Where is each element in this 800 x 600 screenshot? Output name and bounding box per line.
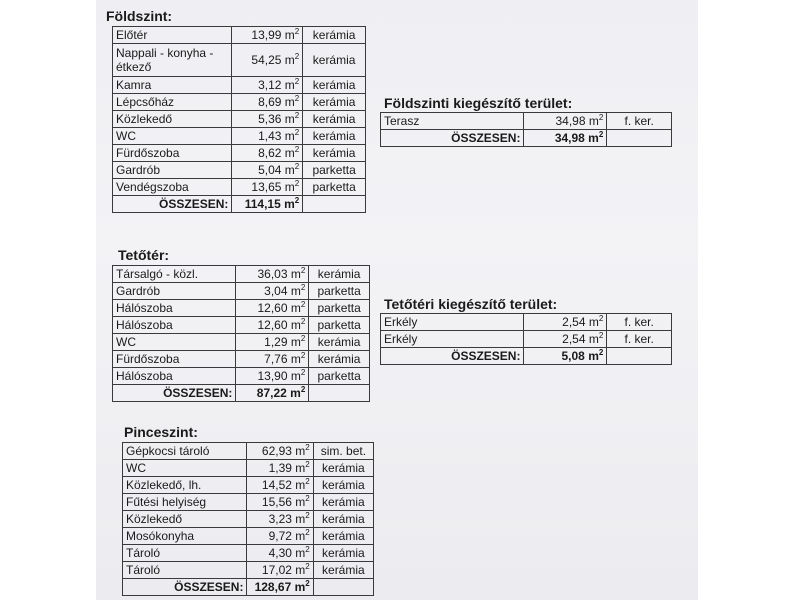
room-material: parketta	[303, 162, 366, 179]
room-area	[247, 460, 313, 477]
room-name: Hálószoba	[113, 300, 236, 317]
room-material: f. ker.	[607, 331, 672, 348]
room-material: kerámia	[313, 545, 373, 562]
unit-superscript: 2	[294, 128, 300, 137]
foldszint-extra-title: Földszinti kiegészítő terület:	[384, 95, 573, 111]
area-value: 2,54 m	[562, 332, 599, 346]
unit-superscript: 2	[305, 545, 310, 554]
room-material: sim. bet.	[313, 443, 373, 460]
unit-superscript: 2	[305, 443, 310, 452]
unit-superscript: 2	[300, 266, 306, 275]
total-empty	[303, 196, 366, 213]
unit-superscript: 2	[294, 179, 300, 188]
total-area-value: 87,22 m	[256, 386, 301, 400]
area-value: 54,25 m	[251, 53, 295, 67]
total-area-value: 34,98 m	[554, 131, 599, 145]
room-material: kerámia	[303, 111, 366, 128]
unit-superscript: 2	[305, 494, 310, 503]
room-name: Gépkocsi tároló	[123, 443, 247, 460]
room-area	[247, 511, 313, 528]
room-name: Gardrób	[113, 162, 232, 179]
room-name: WC	[113, 334, 236, 351]
unit-superscript: 2	[598, 130, 604, 139]
unit-superscript: 2	[294, 77, 300, 86]
room-name: Tároló	[123, 545, 247, 562]
room-area	[236, 351, 309, 368]
room-name: Előtér	[113, 27, 232, 44]
table-row	[113, 317, 370, 334]
area-value: 14,52 m	[261, 478, 306, 492]
area-value: 4,30 m	[268, 546, 306, 560]
room-material: f. ker.	[607, 113, 672, 130]
unit-superscript: 2	[300, 334, 306, 343]
total-row	[113, 196, 366, 213]
unit-superscript: 2	[305, 562, 310, 571]
table-row	[113, 368, 370, 385]
unit-superscript: 2	[598, 113, 604, 122]
room-material: kerámia	[309, 266, 370, 283]
total-label: ÖSSZESEN:	[113, 385, 236, 402]
room-area	[247, 528, 313, 545]
table-row	[113, 351, 370, 368]
total-label: ÖSSZESEN:	[381, 348, 524, 365]
table-row	[113, 94, 366, 111]
area-value: 5,36 m	[258, 112, 295, 126]
table-row	[113, 300, 370, 317]
table-row	[113, 44, 366, 77]
room-area	[236, 334, 309, 351]
area-value: 15,56 m	[261, 495, 306, 509]
area-value: 34,98 m	[555, 114, 599, 128]
room-material: parketta	[303, 179, 366, 196]
table-row	[113, 283, 370, 300]
room-material: kerámia	[303, 44, 366, 77]
room-material: kerámia	[313, 511, 373, 528]
area-value: 3,23 m	[268, 512, 306, 526]
pince-table	[122, 442, 374, 596]
table-row	[113, 27, 366, 44]
room-area	[236, 317, 309, 334]
unit-superscript: 2	[300, 300, 306, 309]
room-name: Nappali - konyha - étkező	[113, 44, 232, 77]
room-material: kerámia	[313, 528, 373, 545]
table-row	[123, 460, 374, 477]
total-label: ÖSSZESEN:	[123, 579, 247, 596]
unit-superscript: 2	[294, 162, 300, 171]
total-label: ÖSSZESEN:	[381, 130, 524, 147]
room-area	[232, 27, 303, 44]
table-row	[381, 314, 672, 331]
unit-superscript: 2	[598, 331, 604, 340]
room-material: kerámia	[303, 77, 366, 94]
table-row	[123, 562, 374, 579]
area-value: 5,04 m	[258, 163, 295, 177]
unit-superscript: 2	[598, 314, 604, 323]
room-material: kerámia	[303, 145, 366, 162]
room-name: Hálószoba	[113, 317, 236, 334]
unit-superscript: 2	[294, 145, 300, 154]
total-area	[232, 196, 303, 213]
room-name: Közlekedő	[123, 511, 247, 528]
table-row	[113, 111, 366, 128]
total-row	[381, 348, 672, 365]
room-area	[247, 562, 313, 579]
room-material: kerámia	[303, 27, 366, 44]
table-row	[113, 145, 366, 162]
unit-superscript: 2	[305, 528, 310, 537]
room-area	[236, 300, 309, 317]
room-name: Közlekedő	[113, 111, 232, 128]
room-name: Fűtési helyiség	[123, 494, 247, 511]
room-material: parketta	[309, 300, 370, 317]
unit-superscript: 2	[300, 317, 306, 326]
room-material: kerámia	[313, 477, 373, 494]
table-row	[113, 179, 366, 196]
area-value: 62,93 m	[261, 444, 306, 458]
total-empty	[309, 385, 370, 402]
area-value: 7,76 m	[264, 352, 301, 366]
table-row	[123, 545, 374, 562]
table-row	[113, 77, 366, 94]
area-value: 1,39 m	[268, 461, 306, 475]
area-value: 1,29 m	[264, 335, 301, 349]
room-area	[232, 128, 303, 145]
room-area	[232, 77, 303, 94]
unit-superscript: 2	[305, 460, 310, 469]
area-value: 36,03 m	[257, 267, 301, 281]
room-area	[232, 145, 303, 162]
room-name: Vendégszoba	[113, 179, 232, 196]
unit-superscript: 2	[305, 511, 310, 520]
table-row	[123, 477, 374, 494]
room-area	[247, 494, 313, 511]
area-value: 2,54 m	[562, 315, 599, 329]
room-area	[232, 111, 303, 128]
room-area	[247, 545, 313, 562]
room-name: Közlekedő, lh.	[123, 477, 247, 494]
total-empty	[313, 579, 373, 596]
foldszint-table	[112, 26, 366, 213]
area-value: 17,02 m	[261, 563, 306, 577]
total-row	[113, 385, 370, 402]
unit-superscript: 2	[294, 52, 300, 61]
room-material: parketta	[309, 283, 370, 300]
room-material: kerámia	[303, 94, 366, 111]
room-name: Fürdőszoba	[113, 145, 232, 162]
total-area	[236, 385, 309, 402]
room-material: kerámia	[309, 351, 370, 368]
area-value: 13,99 m	[251, 28, 295, 42]
unit-superscript: 2	[300, 385, 306, 394]
room-name: WC	[113, 128, 232, 145]
room-area	[236, 283, 309, 300]
table-row	[113, 266, 370, 283]
area-value: 12,60 m	[257, 301, 301, 315]
foldszint-title: Földszint:	[106, 8, 173, 24]
area-value: 13,90 m	[257, 369, 301, 383]
total-area-value: 128,67 m	[254, 580, 306, 594]
teto-title: Tetőtér:	[118, 247, 170, 263]
total-row	[123, 579, 374, 596]
total-area	[524, 130, 607, 147]
table-row	[123, 494, 374, 511]
area-value: 9,72 m	[268, 529, 306, 543]
table-row	[113, 128, 366, 145]
unit-superscript: 2	[294, 94, 300, 103]
area-value: 12,60 m	[257, 318, 301, 332]
room-area	[232, 162, 303, 179]
pince-title: Pinceszint:	[124, 424, 198, 440]
room-name: Gardrób	[113, 283, 236, 300]
area-value: 13,65 m	[251, 180, 295, 194]
room-area	[247, 443, 313, 460]
room-area	[236, 368, 309, 385]
room-area	[524, 331, 607, 348]
room-material: parketta	[309, 317, 370, 334]
area-value: 3,12 m	[258, 78, 295, 92]
room-material: kerámia	[309, 334, 370, 351]
unit-superscript: 2	[305, 579, 310, 588]
room-name: Társalgó - közl.	[113, 266, 236, 283]
area-value: 1,43 m	[258, 129, 295, 143]
room-area	[247, 477, 313, 494]
total-row	[381, 130, 672, 147]
table-row	[113, 334, 370, 351]
table-row	[123, 511, 374, 528]
table-row	[123, 528, 374, 545]
room-area	[524, 113, 607, 130]
unit-superscript: 2	[294, 196, 300, 205]
room-material: kerámia	[303, 128, 366, 145]
foldszint-extra-table	[380, 112, 672, 147]
total-area	[524, 348, 607, 365]
teto-extra-title: Tetőtéri kiegészítő terület:	[384, 296, 558, 312]
room-name: Kamra	[113, 77, 232, 94]
room-name: Tároló	[123, 562, 247, 579]
room-material: parketta	[309, 368, 370, 385]
unit-superscript: 2	[294, 111, 300, 120]
room-area	[232, 179, 303, 196]
table-row	[123, 443, 374, 460]
room-name: Mosókonyha	[123, 528, 247, 545]
room-name: WC	[123, 460, 247, 477]
room-area	[524, 314, 607, 331]
area-value: 8,62 m	[258, 146, 295, 160]
table-row	[381, 331, 672, 348]
room-material: f. ker.	[607, 314, 672, 331]
room-name: Erkély	[381, 331, 524, 348]
teto-extra-table	[380, 313, 672, 365]
room-material: kerámia	[313, 460, 373, 477]
area-value: 3,04 m	[264, 284, 301, 298]
room-area	[236, 266, 309, 283]
room-name: Fürdőszoba	[113, 351, 236, 368]
table-row	[113, 162, 366, 179]
total-area	[247, 579, 313, 596]
unit-superscript: 2	[305, 477, 310, 486]
area-value: 8,69 m	[258, 95, 295, 109]
unit-superscript: 2	[300, 283, 306, 292]
room-name: Erkély	[381, 314, 524, 331]
total-empty	[607, 130, 672, 147]
unit-superscript: 2	[300, 368, 306, 377]
room-name: Hálószoba	[113, 368, 236, 385]
total-label: ÖSSZESEN:	[113, 196, 232, 213]
teto-table	[112, 265, 370, 402]
unit-superscript: 2	[598, 348, 604, 357]
room-material: kerámia	[313, 562, 373, 579]
room-name: Terasz	[381, 113, 524, 130]
unit-superscript: 2	[294, 27, 300, 36]
total-area-value: 5,08 m	[561, 349, 599, 363]
room-material: kerámia	[313, 494, 373, 511]
room-name: Lépcsőház	[113, 94, 232, 111]
room-area	[232, 94, 303, 111]
table-row	[381, 113, 672, 130]
room-area	[232, 44, 303, 77]
unit-superscript: 2	[300, 351, 306, 360]
total-area-value: 114,15 m	[244, 197, 295, 211]
total-empty	[607, 348, 672, 365]
